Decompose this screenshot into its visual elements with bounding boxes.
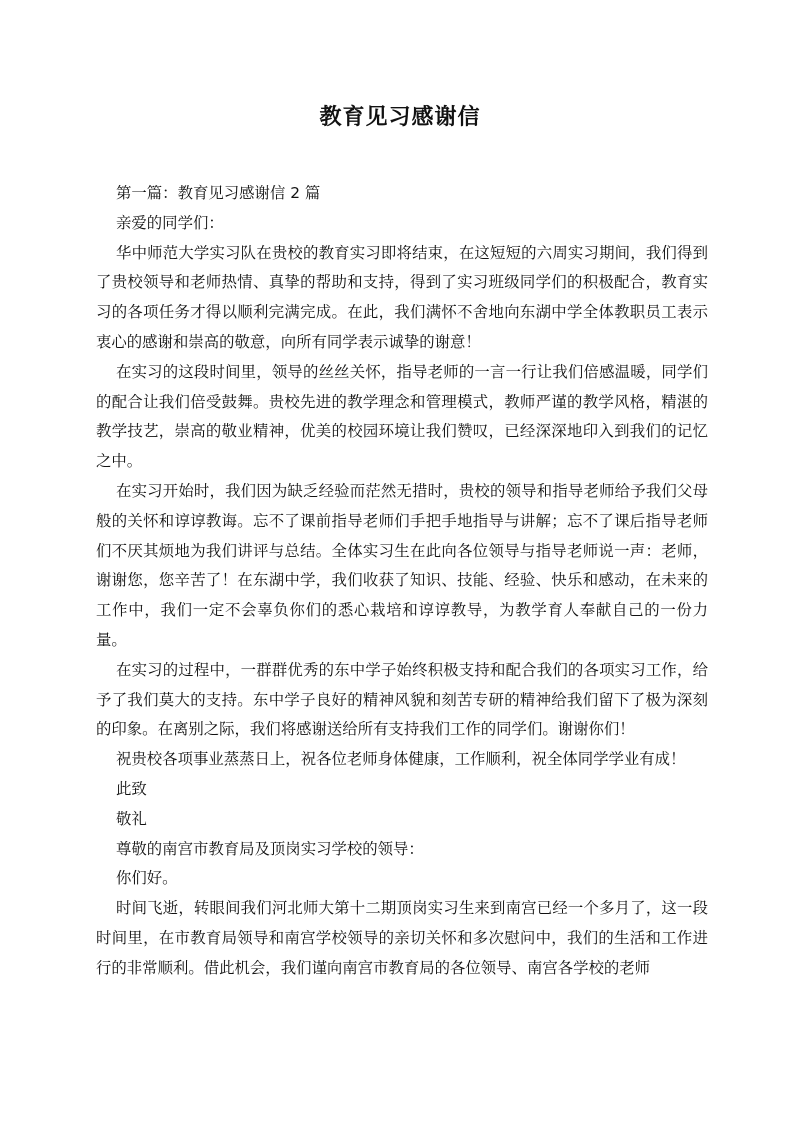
paragraph: 在实习的过程中，一群群优秀的东中学子始终积极支持和配合我们的各项实习工作，给予了我们莫大的支持。东中学子良好的精神风貌和刻苦专研的精神给我们留下了极为深刻的印象。在离别之际，我们将感谢送给所有支持我们工作的同学们。谢谢你们！ [96, 660, 708, 739]
paragraph-salutation: 亲爱的同学们： [116, 213, 224, 232]
paragraph: 时间飞逝，转眼间我们河北师大第十二期顶岗实习生来到南宫已经一个多月了，这一段时间里，在市教育局领导和南宫学校领导的亲切关怀和多次慰问中，我们的生活和工作进行的非常顺利。借此机会，我们谨向南宫市教育局的各位领导、南宫各学校的老师 [96, 899, 708, 977]
paragraph-salutation: 尊敬的南宫市教育局及顶岗实习学校的领导： [116, 839, 424, 858]
paragraph: 在实习开始时，我们因为缺乏经验而茫然无措时，贵校的领导和指导老师给予我们父母般的关怀和谆谆教诲。忘不了课前指导老师们手把手地指导与讲解；忘不了课后指导老师们不厌其烦地为我们讲评与总结。全体实习生在此向各位领导与指导老师说一声：老师，谢谢您，您辛苦了！在东湖中学，我们收获了知识、技能、经验、快乐和感动，在未来的工作中，我们一定不会辜负你们的悉心栽培和谆谆教导，为教学育人奉献自己的一份力量。 [96, 481, 708, 649]
document-title: 教育见习感谢信 [319, 105, 481, 130]
paragraph: 在实习的这段时间里，领导的丝丝关怀，指导老师的一言一行让我们倍感温暖，同学们的配合让我们倍受鼓舞。贵校先进的教学理念和管理模式，教师严谨的教学风格，精湛的教学技艺，崇高的敬业精神，优美的校园环境让我们赞叹，已经深深地印入到我们的记忆之中。 [96, 362, 708, 471]
paragraph-regards: 敬礼 [116, 809, 147, 828]
paragraph-greeting: 你们好。 [116, 869, 178, 888]
paragraph-closing: 此致 [116, 779, 147, 798]
paragraph: 华中师范大学实习队在贵校的教育实习即将结束，在这短短的六周实习期间，我们得到了贵校领导和老师热情、真挚的帮助和支持，得到了实习班级同学们的积极配合，教育实习的各项任务才得以顺利完满完成。在此，我们满怀不舍地向东湖中学全体教职员工表示衷心的感谢和崇高的敬意，向所有同学表示诚挚的谢意！ [96, 243, 708, 351]
document-body [96, 179, 708, 984]
paragraph-section-heading: 第一篇：教育见习感谢信 2 篇 [116, 184, 321, 202]
paragraph-wishes: 祝贵校各项事业蒸蒸日上，祝各位老师身体健康，工作顺利，祝全体同学学业有成！ [116, 750, 686, 769]
